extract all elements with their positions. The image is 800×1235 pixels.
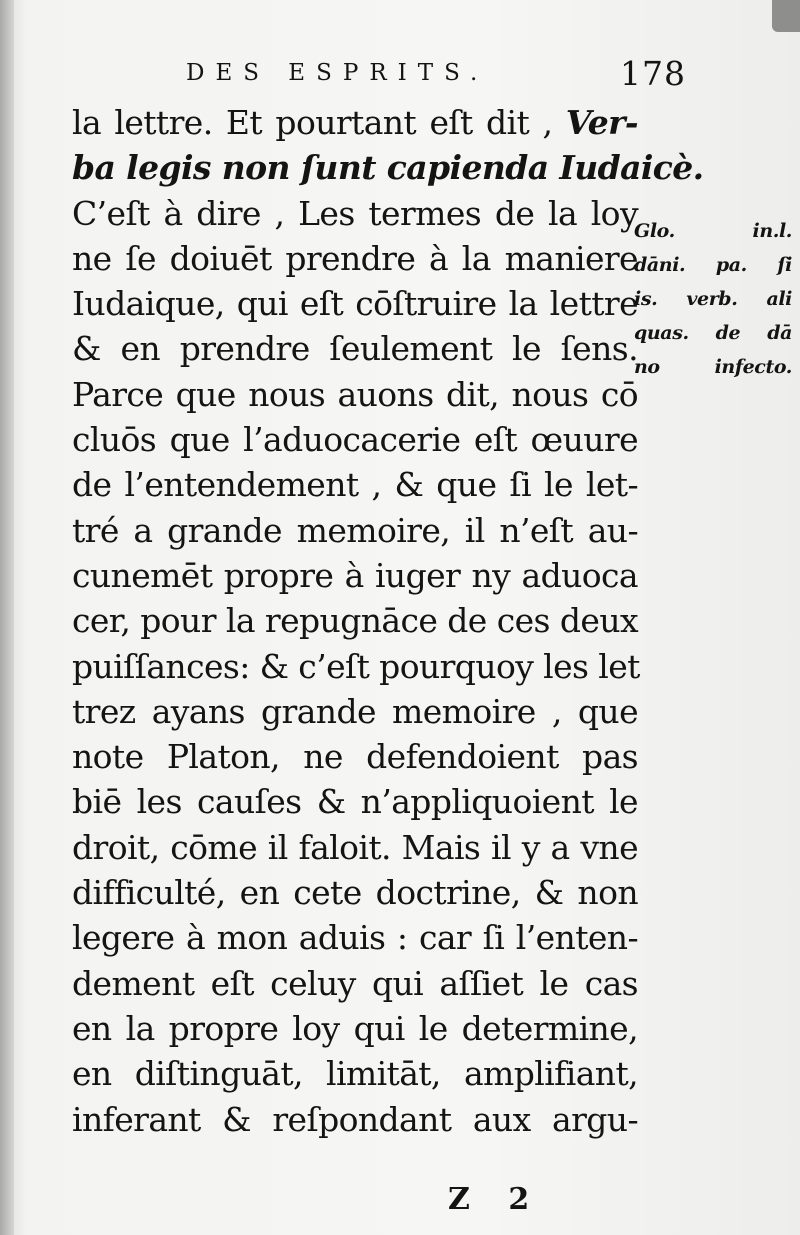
text-line: puiſſances: & c’eſt pourquoy les let [72, 646, 640, 686]
signature-mark: Z 2 [448, 1182, 544, 1217]
margin-line: quas. de dā [634, 322, 792, 344]
text-line: C’eſt à dire , Les termes de la loy [72, 193, 638, 233]
text-line: Parce que nous auons dit, nous cō [72, 374, 638, 414]
margin-line: dāni. pa. ſi [634, 254, 792, 276]
text-line: biē les cauſes & n’appliquoient le [72, 782, 638, 822]
text-line: inferant & reſpondant aux argu- [72, 1099, 638, 1139]
text-line: de l’entendement , & que ſi le let- [72, 465, 638, 505]
margin-line: is. verb. ali [634, 288, 792, 310]
page-binding-shadow [0, 0, 14, 1235]
page-header [186, 54, 686, 94]
text-line: difficulté, en cete doctrine, & non [72, 873, 638, 913]
text-line: tré a grande memoire, il n’eſt au- [72, 510, 638, 550]
main-text-block [72, 100, 704, 1142]
text-line: & en prendre ſeulement le ſens. [72, 329, 638, 369]
text-line: la lettre. Et pourtant eſt dit , Ver- [72, 103, 639, 142]
text-line: note Platon, ne defendoient pas [72, 737, 638, 777]
page-corner-tab [772, 0, 800, 32]
marginal-citation [634, 214, 792, 384]
text-line: Iudaique, qui eſt cōſtruire la lettre [72, 284, 638, 324]
text-line: en diſtinguāt, limitāt, amplifiant, [72, 1054, 638, 1094]
text-line: cunemēt propre à iuger ny aduoca [72, 555, 638, 595]
margin-line: Glo. in.l. [634, 220, 792, 242]
text-line: legere à mon aduis : car ſi l’enten- [72, 918, 638, 958]
text-line: trez ayans grande memoire , que [72, 691, 638, 731]
text-line: dement eſt celuy qui aſſiet le cas [72, 963, 638, 1003]
page-number: 178 [620, 54, 686, 93]
text-line: en la propre loy qui le determine, [72, 1008, 638, 1048]
text-line: ba legis non ſunt capienda Iudaicè. [72, 148, 704, 188]
margin-line: no infecto. [634, 356, 792, 378]
text-line: ne ſe doiuēt prendre à la maniere [72, 238, 638, 278]
running-head: DES ESPRITS. [186, 60, 489, 86]
text-line: droit, cōme il faloit. Mais il y a vne [72, 827, 638, 867]
text-line: cer, pour la repugnāce de ces deux [72, 601, 638, 641]
text-line: cluōs que l’aduocacerie eſt œuure [72, 420, 638, 460]
